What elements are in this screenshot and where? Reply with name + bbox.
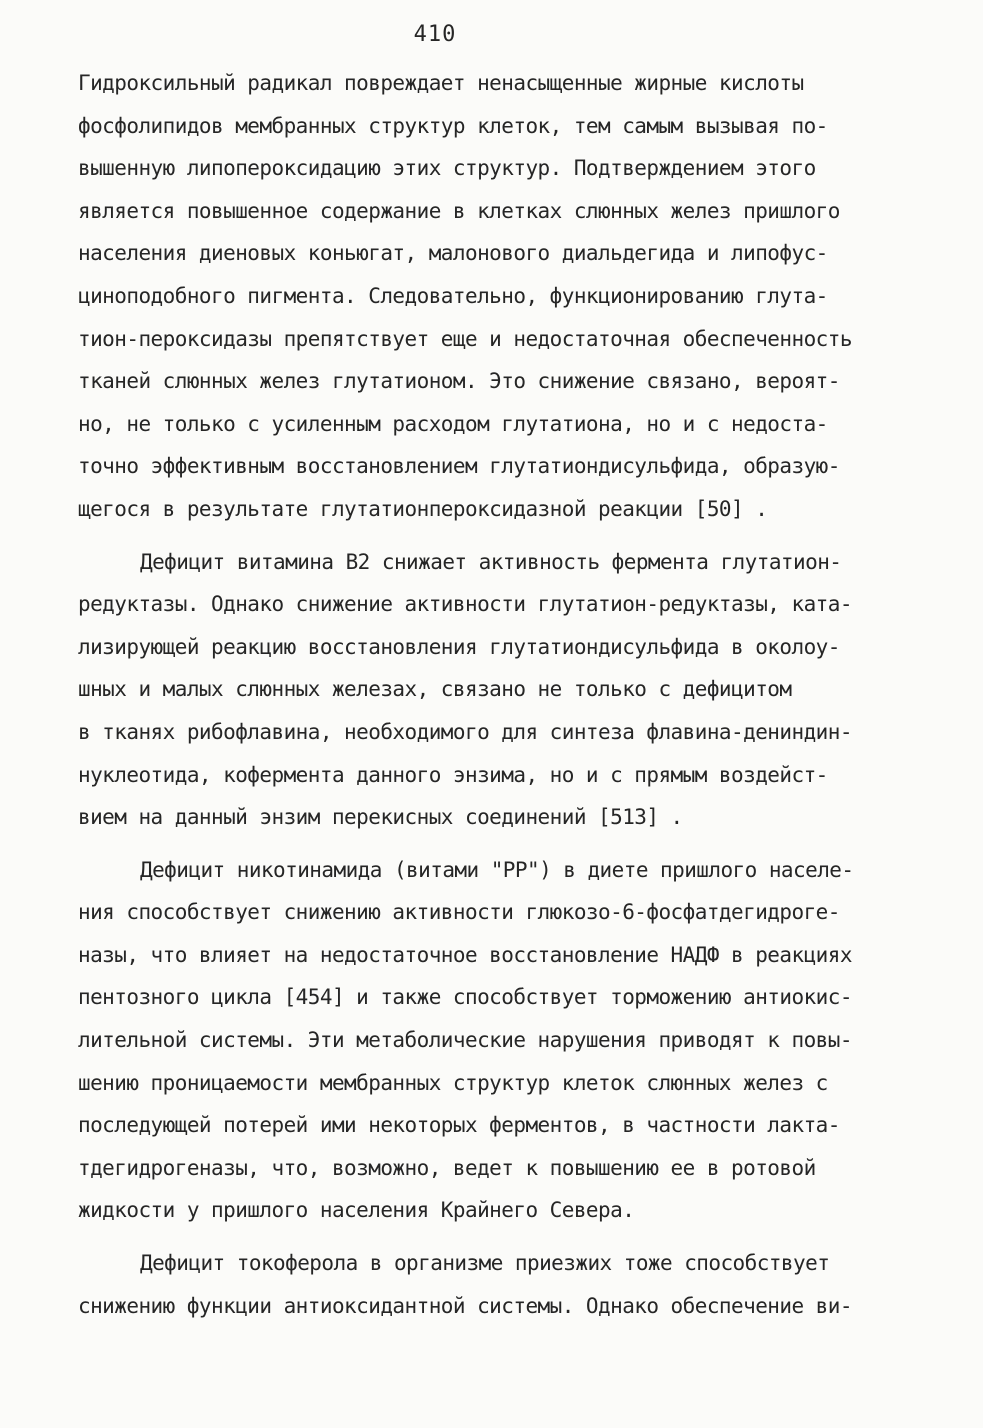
- text-line: щегося в результате глутатионпероксидазной реакции [50] .: [78, 496, 768, 521]
- text-line: населения диеновых коньюгат, малонового диальдегида и липофус-: [78, 241, 828, 266]
- text-line: Гидроксильный радикал повреждает ненасыщенные жирные кислоты: [78, 71, 804, 95]
- page-number: 410: [413, 22, 457, 47]
- text-line: лизирующей реакцию восстановления глутатиондисульфида в околоу-: [78, 634, 840, 659]
- text-line: Дефицит витамина B2 снижает активность фермента глутатион-: [140, 549, 842, 574]
- text-line: лительной системы. Эти метаболические нарушения приводят к повы-: [78, 1028, 852, 1053]
- text-line: назы, что влияет на недостаточное восстановление НАДФ в реакциях: [78, 942, 852, 967]
- text-line: редуктазы. Однако снижение активности глутатион-редуктазы, ката-: [78, 592, 852, 617]
- text-line: Дефицит никотинамида (витами "РР") в диете пришлого населе-: [140, 857, 854, 882]
- text-line: жидкости у пришлого населения Крайнего Севера.: [78, 1198, 635, 1223]
- text-line: нуклеотида, кофермента данного энзима, но и с прямым воздейст-: [78, 762, 828, 787]
- text-line: но, не только с усиленным расходом глутатиона, но и с недоста-: [78, 411, 828, 436]
- text-line: пентозного цикла [454] и также способствует торможению антиокис-: [78, 985, 852, 1010]
- paragraph: [78, 62, 938, 531]
- text-line: вием на данный энзим перекисных соединений [513] .: [78, 805, 683, 830]
- text-line: тдегидрогеназы, что, возможно, ведет к повышению ее в ротовой: [78, 1155, 816, 1180]
- text-line: снижению функции антиоксидантной системы. Однако обеспечение ви-: [78, 1293, 852, 1318]
- paragraph: [78, 541, 938, 839]
- text-line: циноподобного пигмента. Следовательно, функционированию глута-: [78, 283, 828, 308]
- text-line: шных и малых слюнных железах, связано не только с дефицитом: [78, 677, 792, 702]
- text-line: в тканях рибофлавина, необходимого для синтеза флавина-дениндин-: [78, 719, 852, 744]
- text-line: последующей потерей ими некоторых ферментов, в частности лакта-: [78, 1113, 840, 1138]
- document-body: [78, 62, 938, 1327]
- text-line: шению проницаемости мембранных структур клеток слюнных желез с: [78, 1070, 828, 1095]
- text-line: фосфолипидов мембранных структур клеток, тем самым вызывая по-: [78, 113, 828, 138]
- text-line: ния способствует снижению активности глюкозо-6-фосфатдегидроге-: [78, 900, 840, 925]
- paragraph: [78, 1242, 938, 1327]
- paragraph: [78, 849, 938, 1232]
- text-line: является повышенное содержание в клетках слюнных желез пришлого: [78, 198, 840, 223]
- text-line: точно эффективным восстановлением глутатиондисульфида, образую-: [78, 454, 840, 479]
- text-line: тканей слюнных желез глутатионом. Это снижение связано, вероят-: [78, 369, 840, 394]
- text-line: тион-пероксидазы препятствует еще и недостаточная обеспеченность: [78, 326, 852, 351]
- text-line: Дефицит токоферола в организме приезжих тоже способствует: [140, 1251, 830, 1276]
- text-line: вышенную липопероксидацию этих структур. Подтверждением этого: [78, 156, 816, 181]
